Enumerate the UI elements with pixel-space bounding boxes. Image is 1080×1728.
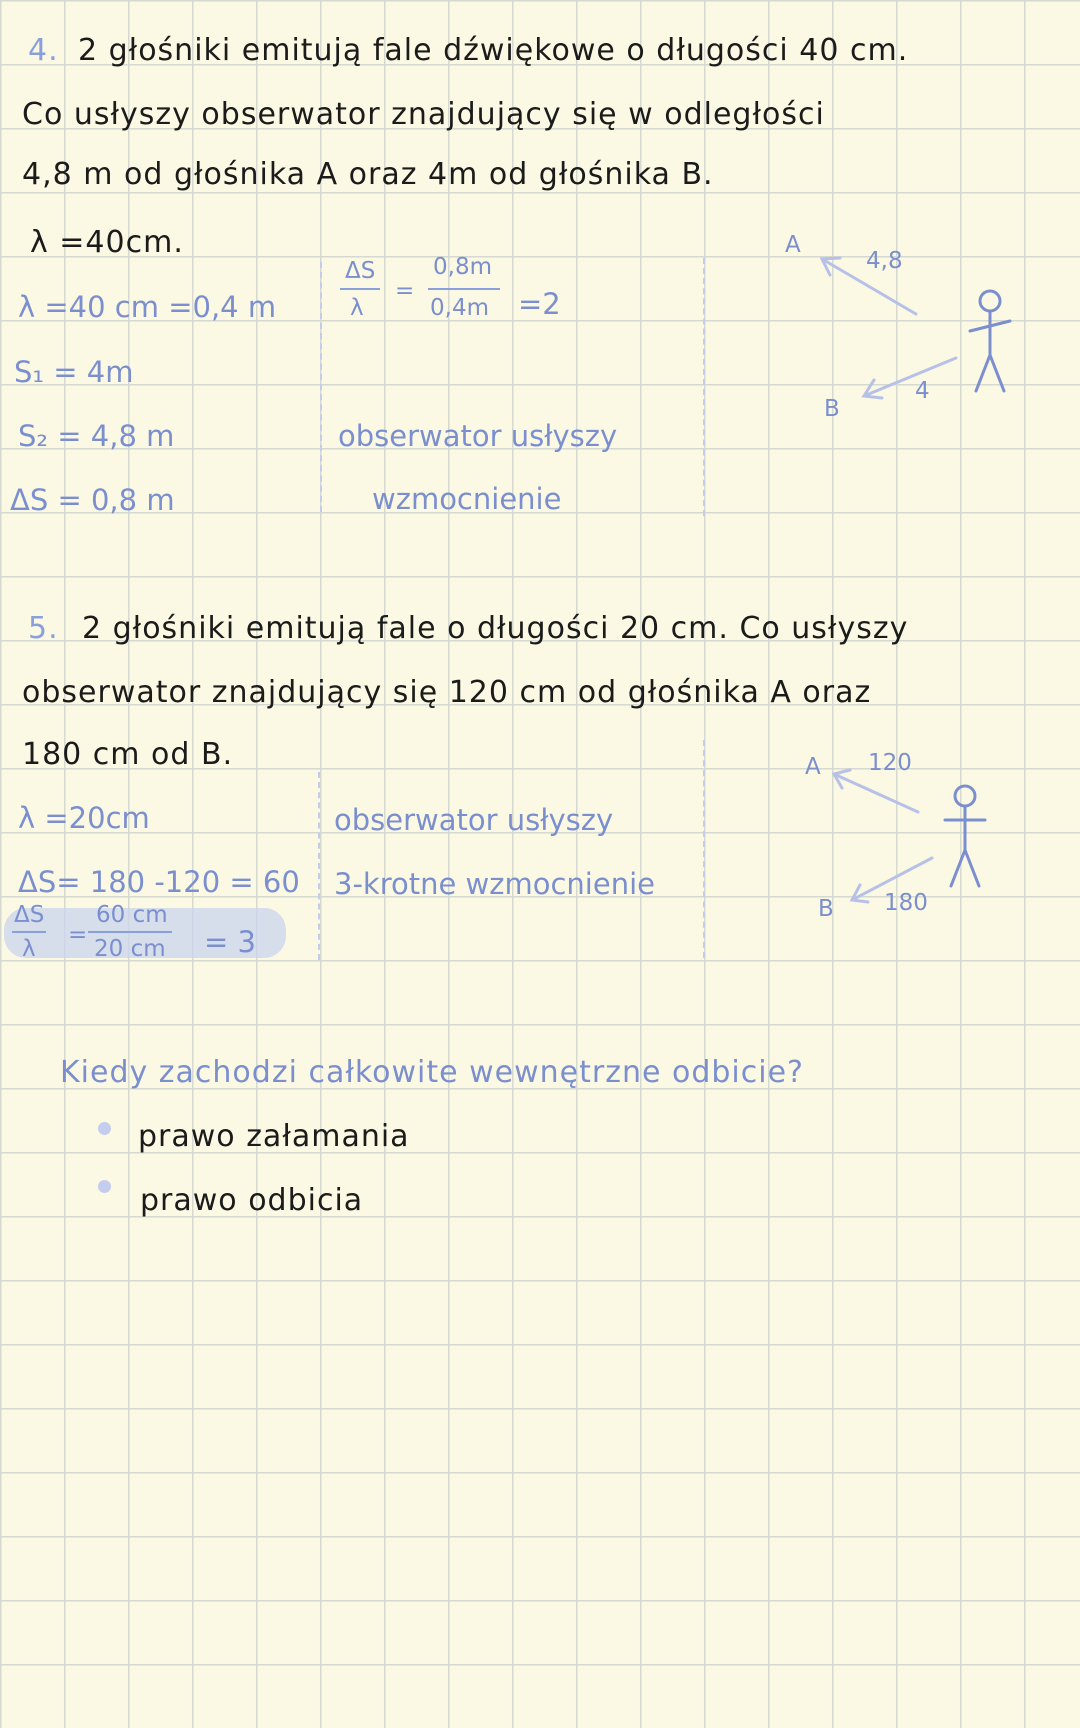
task4-frac-lhs-num: ΔS — [345, 258, 376, 284]
task5-calc-ds: ΔS= 180 -120 = 60 — [18, 865, 300, 899]
task4-answer-line1: obserwator usłyszy — [338, 419, 618, 453]
task5-frac-result: = 3 — [204, 925, 256, 959]
task5-diagram-label-a: A — [805, 754, 821, 780]
bullet-dot-icon — [98, 1180, 111, 1193]
task4-frac-rhs-num: 0,8m — [433, 254, 492, 280]
task4-diagram-label-a: A — [785, 232, 801, 258]
task5-line3: 180 cm od B. — [22, 737, 234, 772]
section3-bullet-1: prawo załamania — [138, 1119, 410, 1154]
task4-line3: 4,8 m od głośnika A oraz 4m od głośnika B. — [22, 157, 714, 192]
task5-divider-left — [318, 772, 320, 960]
task5-answer-line2: 3-krotne wzmocnienie — [334, 867, 655, 901]
bullet-dot-icon — [98, 1122, 111, 1135]
task4-calc-s2: S₂ = 4,8 m — [18, 419, 175, 453]
task4-calc-s1: S₁ = 4m — [14, 355, 134, 389]
task4-frac-result: =2 — [518, 287, 561, 321]
task5-line1-text: 2 głośniki emitują fale o długości 20 cm. Co usłyszy — [82, 611, 909, 646]
task5-frac-lhs-bar — [12, 931, 46, 933]
task4-frac-rhs-den: 0,4m — [430, 295, 489, 321]
task4-stick-figure-icon — [960, 285, 1020, 400]
task5-frac-rhs-num: 60 cm — [96, 902, 168, 928]
task4-frac-rhs-bar — [428, 288, 500, 290]
task4-frac-lhs-den: λ — [350, 295, 364, 321]
task5-number: 5. — [28, 611, 59, 646]
task4-frac-lhs-bar — [340, 288, 380, 290]
task5-diagram-label-b: B — [818, 896, 834, 922]
task5-calc-lambda: λ =20cm — [18, 801, 150, 835]
task5-line2: obserwator znajdujący się 120 cm od głośnika A oraz — [22, 675, 872, 710]
task4-lambda-given: λ =40cm. — [30, 225, 184, 260]
task4-line2: Co usłyszy obserwator znajdujący się w odległości — [22, 97, 825, 132]
section3-question: Kiedy zachodzi całkowite wewnętrzne odbicie? — [60, 1055, 804, 1090]
task5-frac-lhs-den: λ — [22, 936, 36, 962]
task5-frac-rhs-den: 20 cm — [94, 936, 166, 962]
task5-frac-rhs-bar — [88, 931, 172, 933]
task4-calc-lambda: λ =40 cm =0,4 m — [18, 290, 277, 324]
task4-divider-left — [320, 262, 322, 512]
task5-frac-eq: = — [68, 922, 88, 948]
task4-diagram-dist-b: 4 — [915, 378, 930, 404]
task5-stick-figure-icon — [935, 780, 995, 895]
task4-line1-text: 2 głośniki emitują fale dźwiękowe o długości 40 cm. — [78, 33, 909, 68]
task4-answer-line2: wzmocnienie — [372, 482, 562, 516]
task5-frac-lhs-num: ΔS — [14, 902, 45, 928]
section3-bullet-2: prawo odbicia — [140, 1183, 364, 1218]
task4-calc-ds: ΔS = 0,8 m — [10, 483, 175, 517]
task4-number: 4. — [28, 33, 59, 68]
task4-divider-right — [703, 258, 705, 516]
task4-diagram-label-b: B — [824, 396, 840, 422]
task4-frac-eq: = — [395, 278, 415, 304]
task5-answer-line1: obserwator usłyszy — [334, 803, 614, 837]
task5-divider-right — [703, 740, 705, 958]
task4-diagram-dist-a: 4,8 — [866, 248, 903, 274]
task5-diagram-dist-a: 120 — [868, 750, 912, 776]
task5-diagram-dist-b: 180 — [884, 890, 928, 916]
